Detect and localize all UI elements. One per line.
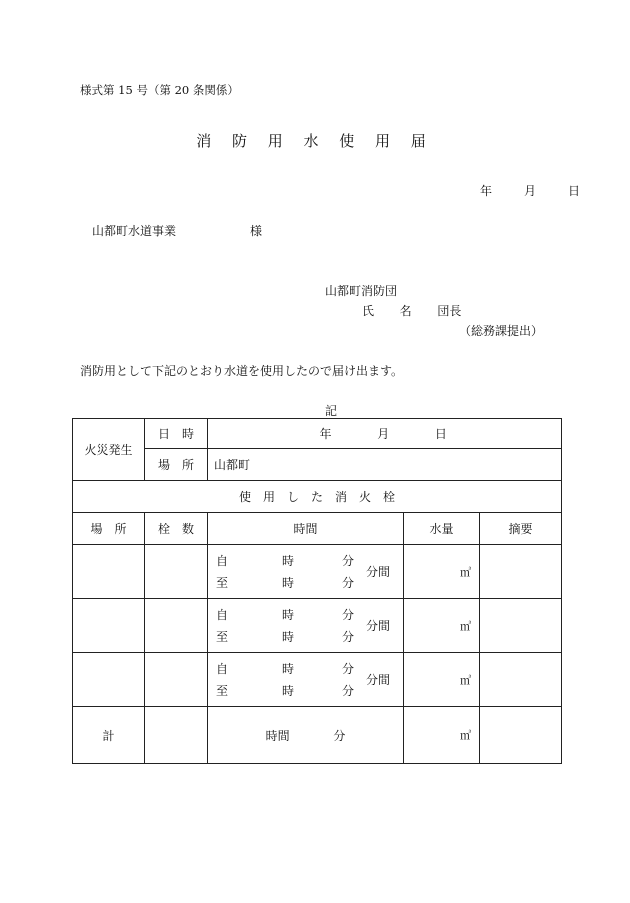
statement-text: 消防用として下記のとおり水道を使用したので届け出ます。 [80, 364, 404, 378]
row-water-cell[interactable] [404, 599, 480, 653]
place-label: 場 所 [145, 449, 208, 481]
row-place-cell[interactable] [73, 599, 145, 653]
minute-label: 分 [342, 662, 355, 676]
total-count-cell[interactable] [145, 707, 208, 764]
minute-label: 分 [342, 554, 355, 568]
date-year: 年 [480, 184, 493, 198]
minute-label: 分 [342, 576, 355, 590]
duration-label: 分間 [366, 619, 391, 633]
hour-label: 時 [282, 630, 295, 644]
row-time-cell[interactable] [208, 545, 404, 599]
hour-label: 時 [282, 554, 295, 568]
hydrant-usage-table [72, 418, 562, 764]
fire-day: 日 [434, 427, 447, 441]
row-remarks-cell[interactable] [480, 653, 562, 707]
row-remarks-cell[interactable] [480, 599, 562, 653]
total-minutes-label: 分 [333, 728, 346, 743]
cubic-meter-unit: ㎥ [460, 619, 471, 633]
row-remarks-cell[interactable] [480, 545, 562, 599]
from-label: 自 [216, 608, 229, 622]
minute-label: 分 [342, 684, 355, 698]
sender-name-line [362, 302, 461, 319]
row-time-cell[interactable] [208, 599, 404, 653]
total-row [73, 707, 562, 764]
fire-month: 月 [377, 427, 390, 441]
hour-label: 時 [282, 684, 295, 698]
ki-heading: 記 [325, 404, 338, 418]
table-row [73, 545, 562, 599]
fire-label: 火災発生 [73, 419, 145, 481]
from-label: 自 [216, 662, 229, 676]
submission-date [480, 182, 580, 199]
hydrant-header: 使 用 し た 消 火 栓 [73, 481, 562, 513]
table-row [73, 653, 562, 707]
datetime-label: 日 時 [145, 419, 208, 449]
place-value[interactable]: 山都町 [208, 449, 562, 481]
total-water-cell[interactable] [404, 707, 480, 764]
sender-department: （総務課提出） [459, 324, 544, 338]
to-label: 至 [216, 684, 229, 698]
row-count-cell[interactable] [145, 653, 208, 707]
row-time-cell[interactable] [208, 653, 404, 707]
column-time: 時間 [208, 513, 404, 545]
cubic-meter-unit: ㎥ [460, 729, 471, 742]
row-water-cell[interactable] [404, 545, 480, 599]
name-label-2: 名 [399, 304, 412, 318]
hour-label: 時 [282, 662, 295, 676]
cubic-meter-unit: ㎥ [460, 565, 471, 579]
row-place-cell[interactable] [73, 653, 145, 707]
from-label: 自 [216, 554, 229, 568]
form-number: 様式第 15 号（第 20 条関係） [80, 83, 239, 97]
sender-organization: 山都町消防団 [325, 284, 398, 298]
datetime-value[interactable] [208, 419, 562, 449]
column-count: 栓 数 [145, 513, 208, 545]
table-row [73, 599, 562, 653]
row-water-cell[interactable] [404, 653, 480, 707]
column-place: 場 所 [73, 513, 145, 545]
row-place-cell[interactable] [73, 545, 145, 599]
document-title: 消 防 用 水 使 用 届 [196, 132, 434, 150]
addressee-name: 山都町水道事業 [92, 224, 177, 238]
total-label: 計 [73, 707, 145, 764]
fire-year: 年 [319, 427, 332, 441]
to-label: 至 [216, 630, 229, 644]
row-count-cell[interactable] [145, 545, 208, 599]
cubic-meter-unit: ㎥ [460, 673, 471, 687]
date-day: 日 [567, 184, 580, 198]
minute-label: 分 [342, 630, 355, 644]
hour-label: 時 [282, 608, 295, 622]
name-label-1: 氏 [362, 304, 375, 318]
date-month: 月 [523, 184, 536, 198]
total-remarks-cell[interactable] [480, 707, 562, 764]
total-hours-label: 時間 [265, 728, 290, 743]
column-remarks: 摘要 [480, 513, 562, 545]
sender-title: 団長 [437, 304, 462, 318]
addressee-honorific: 様 [250, 224, 263, 238]
duration-label: 分間 [366, 673, 391, 687]
minute-label: 分 [342, 608, 355, 622]
row-count-cell[interactable] [145, 599, 208, 653]
hour-label: 時 [282, 576, 295, 590]
to-label: 至 [216, 576, 229, 590]
column-water: 水量 [404, 513, 480, 545]
duration-label: 分間 [366, 565, 391, 579]
total-time-cell[interactable] [208, 707, 404, 764]
